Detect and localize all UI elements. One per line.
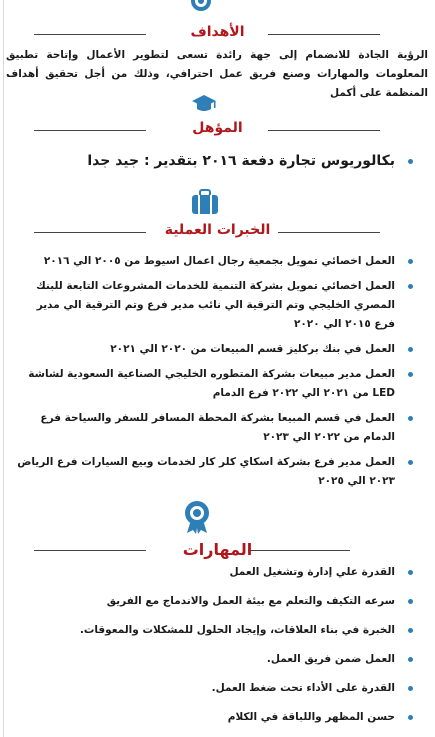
experience-list (13, 252, 417, 491)
qualification-text: بكالوريوس تجارة دفعة ٢٠١٦ بتقدير : جيد جدا (87, 153, 395, 169)
list-item (13, 365, 417, 403)
skills-header (0, 540, 435, 562)
bullet-dot-icon (408, 599, 413, 604)
list-item (13, 679, 417, 698)
skills-list (13, 563, 417, 727)
bullet-dot-icon (408, 372, 413, 377)
bullet-dot-icon (408, 460, 413, 465)
skill-text: العمل ضمن فريق العمل. (266, 653, 395, 665)
top-icon-strip (0, 0, 435, 14)
list-item (13, 340, 417, 359)
bullet-dot-icon (408, 686, 413, 691)
list-item (13, 621, 417, 640)
bullet-dot-icon (408, 416, 413, 421)
target-icon (190, 0, 212, 12)
experience-text: العمل اخصائي تمويل بجمعية رجال اعمال اسيوط من ٢٠٠٥ الي ٢٠١٦ (43, 255, 395, 267)
skill-text: الخبرة في بناء العلاقات، وإيجاد الحلول للمشكلات والمعوقات. (79, 624, 395, 636)
list-item (13, 563, 417, 582)
briefcase-icon (190, 188, 220, 216)
experience-text: العمل مدير مبيعات بشركة المتطوره الخليجي الصناعية السعودية لشاشة LED من ٢٠٢١ الي ٢٠٢٢ فرع الدمام (28, 368, 395, 399)
list-item (13, 277, 417, 334)
list-item (13, 592, 417, 611)
list-item (13, 650, 417, 669)
experience-text: العمل في قسم المبيعا بشركة المحطة المسافر للسفر والسياحة فرع الدمام من ٢٠٢٢ الي ٢٠٢٣ (40, 412, 395, 443)
experience-text: العمل مدير فرع بشركة اسكاي كلر كار لخدمات وبيع السيارات فرع الرياض ٢٠٢٣ الي ٢٠٢٥ (17, 456, 395, 487)
skill-text: القدرة علي إدارة وتشغيل العمل (229, 566, 395, 578)
experience-text: العمل اخصائي تمويل بشركة التنمية للخدمات المشروعات التابعة للبنك المصري الخليجي وتم الترقية الي نائب مدير فرع وتم الترقية الي مدير فرع ٢٠١٥ الي ٢٠٢٠ (36, 280, 395, 330)
experience-title: الخبرات العملية (164, 222, 271, 238)
qualification-header (0, 120, 435, 142)
bullet-dot-icon (408, 347, 413, 352)
list-item (13, 252, 417, 271)
bullet-dot-icon (408, 284, 413, 289)
bullet-dot-icon (408, 159, 413, 164)
skill-text: القدرة على الأداء تحت ضغط العمل. (211, 682, 395, 694)
skill-text: حسن المظهر واللباقة في الكلام (227, 711, 395, 723)
list-item (13, 453, 417, 491)
page-edge-line (3, 0, 4, 737)
qualification-list (7, 150, 417, 172)
bullet-dot-icon (408, 628, 413, 633)
goals-header (0, 24, 435, 46)
list-item (13, 409, 417, 447)
skill-text: سرعه التكيف والتعلم مع بيئة العمل والاندماج مع الفريق (106, 595, 395, 607)
skills-title: المهارات (182, 540, 253, 559)
goals-text: الرؤية الجادة للانضمام إلى جهة رائدة تسعى لتطوير الأعمال وإتاحة تطبيق المعلومات والمهارات وصنع فريق عمل احترافي، وذلك من أجل تحقيق أهداف المنظمة على أكمل (6, 49, 428, 99)
goals-title: الأهداف (190, 24, 245, 40)
list-item (7, 150, 417, 172)
qualification-title: المؤهل (192, 120, 243, 136)
bullet-dot-icon (408, 715, 413, 720)
graduation-cap-icon (191, 90, 217, 116)
experience-header (0, 222, 435, 244)
list-item (13, 708, 417, 727)
experience-text: العمل في بنك بركليز قسم المبيعات من ٢٠٢٠ الي ٢٠٢١ (110, 343, 395, 355)
bullet-dot-icon (408, 657, 413, 662)
award-ribbon-icon (182, 500, 212, 534)
bullet-dot-icon (408, 570, 413, 575)
bullet-dot-icon (408, 259, 413, 264)
